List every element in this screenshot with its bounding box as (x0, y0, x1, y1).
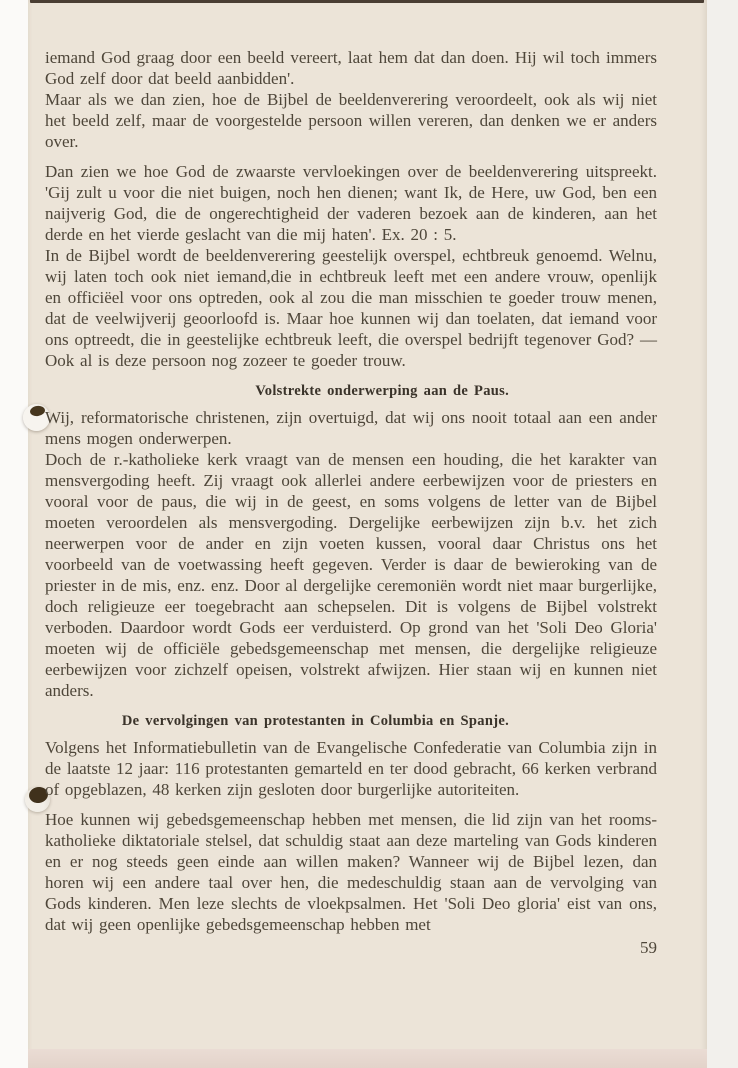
paragraph-continuation: iemand God graag door een beeld vereert, laat hem dat dan doen. Hij wil toch immers God zelf door dat beeld aanbidden'. (45, 48, 657, 88)
paragraph: Hoe kunnen wij gebedsgemeenschap hebben met mensen, die lid zijn van het rooms-katholieke diktatoriale stelsel, dat schuldig staat aan deze marteling van Gods kinderen en er nog steeds geen einde aan willen maken? Wanneer wij de Bijbel lezen, dan horen wij een andere taal over hen, die medeschuldig staan aan de vervolging van Gods kinderen. Men leze slechts de vloekpsalmen. Het 'Soli Deo gloria' eist van ons, dat wij geen openlijke gebedsgemeenschap hebben met (45, 810, 657, 934)
paragraph: Wij, reformatorische christenen, zijn overtuigd, dat wij ons nooit totaal aan een ander mens mogen onderwerpen. (45, 408, 657, 448)
paragraph: Doch de r.-katholieke kerk vraagt van de mensen een houding, die het karakter van mensvergoding heeft. Zij vraagt ook allerlei andere eerbewijzen voor de priesters en vooral voor de paus, die wij in de geest, en soms volgens de letter van de Bijbel moeten veroordelen als mensvergoding. Dergelijke eerbewijzen zijn b.v. het zich neerwerpen voor de ander en zijn voeten kussen, vooral daar Christus ons het voorbeeld van de voetwassing heeft gegeven. Verder is daar de bewieroking van de priester in de mis, enz. enz. Door al dergelijke ceremoniën wordt niet maar burgerlijke, doch religieuze eer toegebracht aan schepselen. Dit is volgens de Bijbel volstrekt verboden. Daardoor wordt Gods eer verduisterd. Op grond van het 'Soli Deo Gloria' moeten wij de officiële gebedsgemeenschap met mensen, die dergelijke religieuze eerbewijzen voor zichzelf opeisen, volstrekt afwijzen. Hier staan wij en kunnen niet anders. (45, 450, 657, 700)
section-heading-submission-to-pope: Volstrekte onderwerping aan de Paus. (255, 383, 509, 399)
page-text-column (45, 47, 657, 958)
paragraph: In de Bijbel wordt de beeldenverering geestelijk overspel, echtbreuk genoemd. Welnu, wij laten toch ook niet iemand,die in echtbreuk leeft met een andere vrouw, openlijk en officiëel voor ons optreden, ook al zou die man misschien te goeder trouw menen, dat de veelwijverij geoorloofd is. Maar hoe kunnen wij dan toelaten, dat iemand voor ons optreedt, die in geestelijke echtbreuk leeft, die overspel bedrijft tegenover God? — Ook al is deze persoon nog zozeer te goeder trouw. (45, 246, 657, 370)
hole-punch-top-opening (29, 405, 45, 417)
paragraph: Dan zien we hoe God de zwaarste vervloekingen over de beeldenverering uitspreekt. 'Gij zult u voor die niet buigen, noch hen dienen; want Ik, de Here, uw God, ben een naijverig God, die de ongerechtigheid der vaderen bezoek aan de kinderen, aan het derde en het vierde geslacht van die mij haten'. Ex. 20 : 5. (45, 162, 657, 244)
book-page (28, 0, 707, 1068)
page-number: 59 (640, 938, 657, 957)
paragraph: Volgens het Informatiebulletin van de Evangelische Confederatie van Columbia zijn in de laatste 12 jaar: 116 protestanten gemarteld en ter dood gebracht, 66 kerken verbrand of opgeblazen, 48 kerken zijn gesloten door burgerlijke autoriteiten. (45, 738, 657, 799)
scanner-background-right (707, 0, 738, 1068)
paragraph: Maar als we dan zien, hoe de Bijbel de beeldenverering veroordeelt, ook als wij niet het beeld zelf, maar de voorgestelde persoon willen vereren, dan denken we er anders over. (45, 90, 657, 151)
section-heading-persecutions-columbia-spain: De vervolgingen van protestanten in Columbia en Spanje. (121, 713, 509, 729)
page-bottom-edge (28, 1049, 707, 1068)
page-top-edge (30, 0, 704, 3)
scanner-background-left (0, 0, 28, 1068)
